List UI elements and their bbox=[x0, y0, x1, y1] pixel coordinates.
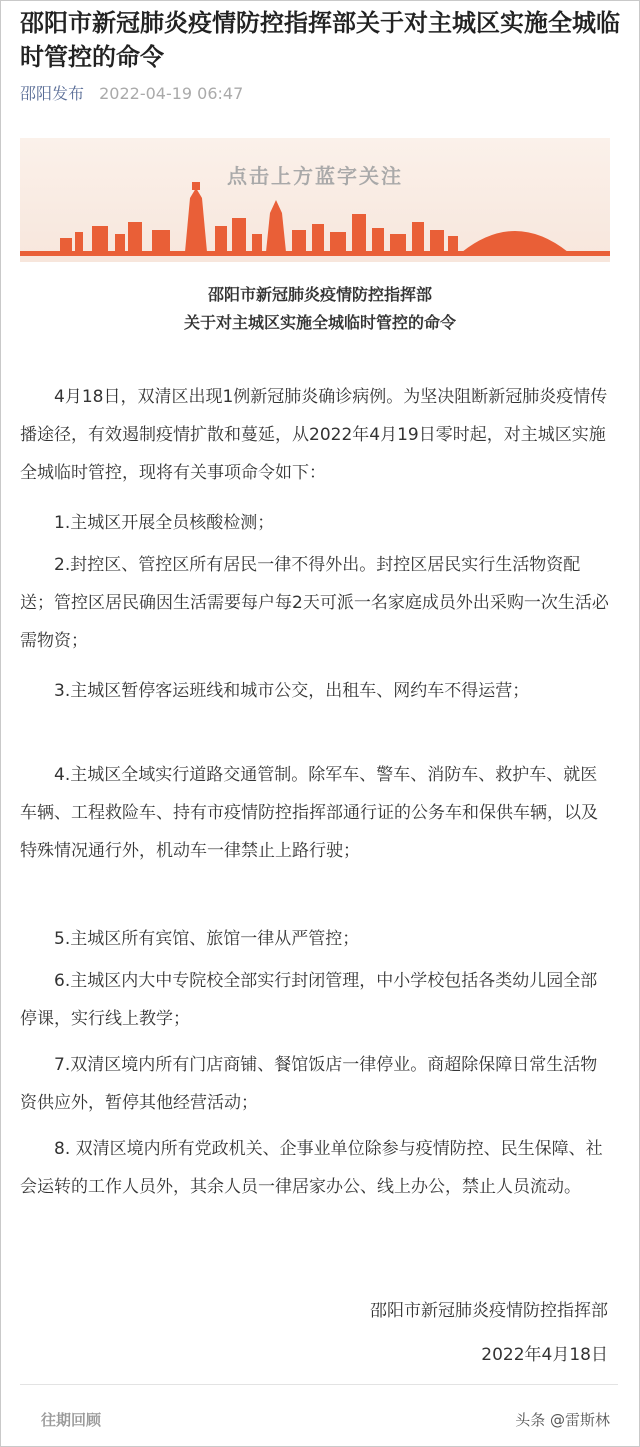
article-meta bbox=[20, 82, 243, 106]
footer-bar bbox=[20, 1384, 618, 1445]
signature-org: 邵阳市新冠肺炎疫情防控指挥部 bbox=[370, 1301, 608, 1321]
order-item-6: 6.主城区内大中专院校全部实行封闭管理，中小学校包括各类幼儿园全部停课，实行线上教学； bbox=[20, 971, 598, 1029]
order-item-7: 7.双清区境内所有门店商铺、餐馆饭店一律停业。商超除保障日常生活物资供应外，暂停其他经营活动； bbox=[20, 1055, 598, 1113]
publish-date: 2022-04-19 06:47 bbox=[99, 84, 244, 103]
order-item-5: 5.主城区所有宾馆、旅馆一律从严管控； bbox=[54, 929, 360, 949]
order-item-8: 8. 双清区境内所有党政机关、企事业单位除参与疫情防控、民生保障、社会运转的工作人员外，其余人员一律居家办公、线上办公，禁止人员流动。 bbox=[20, 1139, 603, 1197]
notice-heading-line1: 邵阳市新冠肺炎疫情防控指挥部 bbox=[207, 285, 432, 304]
follow-banner[interactable] bbox=[20, 138, 610, 262]
signature-date: 2022年4月18日 bbox=[481, 1345, 608, 1365]
article-title: 邵阳市新冠肺炎疫情防控指挥部关于对主城区实施全城临时管控的命令 bbox=[20, 9, 620, 71]
intro-paragraph: 4月18日，双清区出现1例新冠肺炎确诊病例。为坚决阻断新冠肺炎疫情传播途径，有效遏制疫情扩散和蔓延，从2022年4月19日零时起，对主城区实施全城临时管控，现将有关事项命令如下： bbox=[20, 387, 608, 483]
order-item-4: 4.主城区全域实行道路交通管制。除军车、警车、消防车、救护车、就医车辆、工程救险车、持有市疫情防控指挥部通行证的公务车和保供车辆，以及特殊情况通行外，机动车一律禁止上路行驶； bbox=[20, 765, 598, 861]
past-issues-link[interactable]: 往期回顾 bbox=[41, 1411, 102, 1429]
author-link[interactable]: 邵阳发布 bbox=[20, 84, 85, 103]
banner-follow-text: 点击上方蓝字关注 bbox=[227, 164, 403, 188]
city-skyline-illustration bbox=[20, 138, 610, 262]
source-watermark: 头条 @雷斯林 bbox=[515, 1411, 610, 1429]
notice-heading-line2: 关于对主城区实施全城临时管控的命令 bbox=[183, 313, 456, 332]
order-item-3: 3.主城区暂停客运班线和城市公交，出租车、网约车不得运营； bbox=[54, 681, 530, 701]
order-item-2: 2.封控区、管控区所有居民一律不得外出。封控区居民实行生活物资配送；管控区居民确因生活需要每户每2天可派一名家庭成员外出采购一次生活必需物资； bbox=[20, 555, 609, 651]
order-item-1: 1.主城区开展全员核酸检测； bbox=[54, 513, 275, 533]
